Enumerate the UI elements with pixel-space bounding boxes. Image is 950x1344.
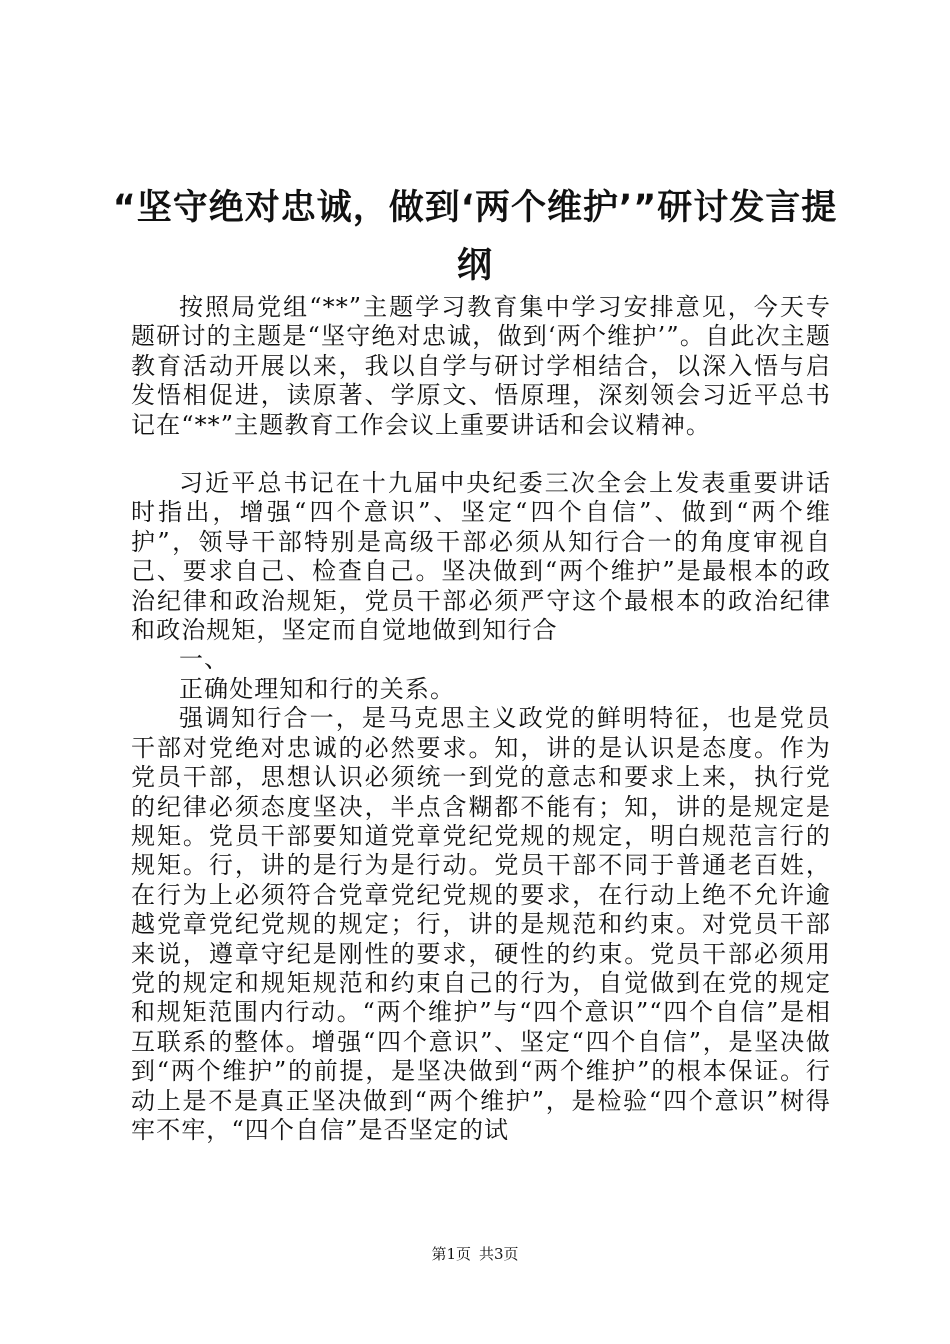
- document-title: “坚守绝对忠诚，做到‘两个维护’”研讨发言提纲: [112, 188, 838, 287]
- section-number: 一、: [179, 645, 230, 674]
- document-body: [131, 293, 831, 1145]
- page-footer: [0, 1244, 950, 1264]
- paragraph-knowledge-action: 强调知行合一，是马克思主义政党的鲜明特征，也是党员干部对党绝对忠诚的必然要求。知，讲的是认识是态度。作为党员干部，思想认识必须统一到党的意志和要求上来，执行党的纪律必须态度坚决，半点含糊都不能有；知，讲的是规定是规矩。党员干部要知道党章党纪党规的规定，明白规范言行的规矩。行，讲的是行为是行动。党员干部不同于普通老百姓，在行为上必须符合党章党纪党规的要求，在行动上绝不允许逾越党章党纪党规的规定；行，讲的是规范和约束。对党员干部来说，遵章守纪是刚性的要求，硬性的约束。党员干部必须用党的规定和规矩规范和约束自己的行为，自觉做到在党的规定和规矩范围内行动。“两个维护”与“四个意识”“四个自信”是相互联系的整体。增强“四个意识”、坚定“四个自信”，是坚决做到“两个维护”的前提，是坚决做到“两个维护”的根本保证。行动上是不是真正坚决做到“两个维护”，是检验“四个意识”树得牢不牢，“四个自信”是否坚定的试: [131, 704, 831, 1144]
- page-total: 共3页: [479, 1245, 519, 1263]
- paragraph-intro: 按照局党组“**”主题学习教育集中学习安排意见，今天专题研讨的主题是“坚守绝对忠诚，做到‘两个维护’”。自此次主题教育活动开展以来，我以自学与研讨学相结合，以深入悟与启发悟相促进，读原著、学原文、悟原理，深刻领会习近平总书记在“**”主题教育工作会议上重要讲话和会议精神。: [131, 293, 831, 439]
- section-heading: 正确处理知和行的关系。: [179, 674, 456, 703]
- paragraph-speech: 习近平总书记在十九届中央纪委三次全会上发表重要讲话时指出，增强“四个意识”、坚定“四个自信”、做到“两个维护”，领导干部特别是高级干部必须从知行合一的角度审视自己、要求自己、检查自己。坚决做到“两个维护”是最根本的政治纪律和政治规矩，党员干部必须严守这个最根本的政治纪律和政治规矩，坚定而自觉地做到知行合: [131, 469, 831, 645]
- page-number: 第1页: [431, 1245, 471, 1263]
